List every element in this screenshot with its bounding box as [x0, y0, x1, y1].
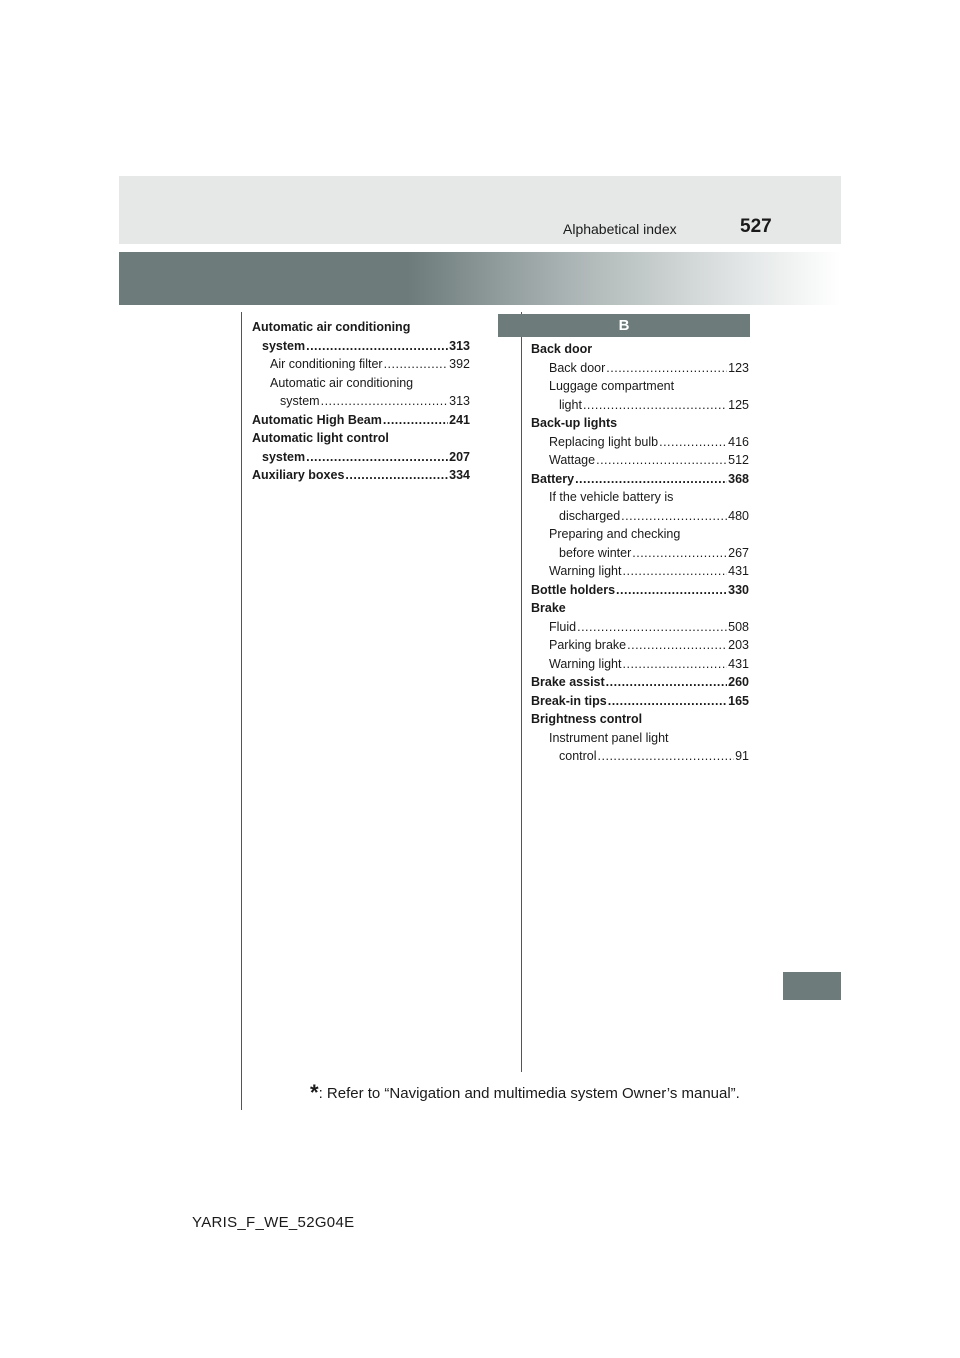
index-entry-text: Wattage	[549, 453, 596, 467]
index-entry-page: 431	[728, 564, 749, 578]
section-letter-bar: B	[498, 314, 750, 337]
index-entry-page: 125	[728, 397, 749, 412]
index-entry-page: 91	[735, 749, 749, 763]
dot-leader	[606, 673, 727, 692]
dot-leader	[632, 544, 727, 563]
index-entry-text: discharged	[559, 508, 621, 523]
dot-leader	[606, 359, 727, 378]
index-entry-text: Battery	[531, 471, 575, 486]
dot-leader	[623, 562, 728, 581]
index-entry	[531, 396, 749, 415]
index-entry	[531, 747, 749, 766]
index-entry-page: 165	[728, 693, 749, 708]
index-entry-text: system	[262, 449, 306, 464]
dot-leader	[306, 337, 448, 356]
index-entry	[531, 673, 749, 692]
index-entry-page: 512	[728, 453, 749, 467]
index-entry-text: Brightness control	[531, 712, 643, 726]
index-entry	[531, 544, 749, 563]
dot-leader	[621, 507, 727, 526]
index-entry-text: Automatic air conditioning	[270, 375, 414, 390]
index-entry	[531, 507, 749, 526]
dot-leader	[616, 581, 727, 600]
index-entry-text: Brake assist	[531, 675, 605, 689]
dot-leader	[659, 433, 727, 452]
index-entry-text: Replacing light bulb	[549, 434, 659, 449]
index-entry-page: 334	[449, 468, 470, 482]
index-entry	[531, 562, 749, 581]
chapter-side-tab	[783, 972, 841, 1000]
dot-leader	[345, 466, 448, 485]
header-band	[119, 176, 841, 244]
footnote	[310, 1080, 740, 1106]
index-entry	[531, 581, 749, 600]
index-entry-text: Warning light	[549, 564, 622, 578]
index-entry-page: 267	[728, 545, 749, 560]
index-entry	[252, 337, 470, 356]
index-entry	[252, 392, 470, 411]
dot-leader	[575, 470, 727, 489]
dot-leader	[384, 355, 449, 374]
gradient-bar	[119, 252, 841, 305]
index-entry-text: Parking brake	[549, 638, 627, 652]
index-entry-text: control	[559, 749, 597, 763]
index-entry-page: 260	[728, 675, 749, 689]
index-entry	[531, 618, 749, 637]
index-column-right	[531, 340, 749, 766]
index-entry-text: Back door	[549, 360, 606, 375]
left-column-rule	[241, 312, 242, 1110]
dot-leader	[627, 636, 727, 655]
index-entry-text: If the vehicle battery is	[549, 490, 674, 504]
index-entry	[531, 414, 749, 433]
index-entry-text: Instrument panel light	[549, 730, 669, 745]
index-entry-page: 313	[449, 338, 470, 353]
index-entry	[252, 411, 470, 430]
index-entry-text: Back-up lights	[531, 416, 618, 430]
index-entry-page: 480	[728, 508, 749, 523]
index-entry	[531, 692, 749, 711]
index-entry-text: Auxiliary boxes	[252, 468, 345, 482]
index-entry-page: 392	[449, 357, 470, 371]
index-entry	[531, 599, 749, 618]
index-entry	[531, 433, 749, 452]
middle-column-rule	[521, 312, 522, 1072]
index-entry-text: Warning light	[549, 656, 622, 671]
index-entry-text: Luggage compartment	[549, 379, 675, 393]
index-entry-text: Air conditioning filter	[270, 357, 383, 371]
index-entry-page: 241	[449, 412, 470, 427]
section-title: Alphabetical index	[563, 221, 677, 237]
index-entry-text: Automatic air conditioning	[252, 320, 411, 334]
index-entry	[531, 359, 749, 378]
index-entry-text: system	[262, 338, 306, 353]
index-entry-page: 203	[728, 638, 749, 652]
index-entry-page: 123	[728, 360, 749, 375]
index-entry-text: system	[280, 394, 320, 408]
index-entry-page: 431	[728, 656, 749, 671]
index-entry	[252, 448, 470, 467]
index-entry-text: light	[559, 397, 582, 412]
index-entry-text: Preparing and checking	[549, 527, 681, 541]
index-entry-text: Automatic light control	[252, 431, 389, 445]
dot-leader	[598, 747, 735, 766]
index-entry	[531, 488, 749, 507]
index-entry	[252, 374, 470, 393]
index-entry	[252, 355, 470, 374]
dot-leader	[623, 655, 728, 674]
index-entry-text: Back door	[531, 342, 593, 356]
index-entry	[531, 377, 749, 396]
index-entry-page: 416	[728, 434, 749, 449]
index-entry	[531, 655, 749, 674]
page-number: 527	[740, 216, 772, 237]
index-entry-page: 508	[728, 619, 749, 634]
dot-leader	[383, 411, 448, 430]
dot-leader	[577, 618, 727, 637]
index-entry-page: 207	[449, 449, 470, 464]
index-entry	[531, 451, 749, 470]
index-entry-text: Bottle holders	[531, 582, 616, 597]
index-entry	[531, 729, 749, 748]
index-entry-page: 313	[449, 394, 470, 408]
dot-leader	[583, 396, 727, 415]
dot-leader	[608, 692, 727, 711]
index-entry-text: Automatic High Beam	[252, 412, 382, 427]
footnote-text: : Refer to “Navigation and multimedia system Owner’s manual”.	[318, 1085, 740, 1102]
dot-leader	[596, 451, 727, 470]
index-entry	[252, 318, 470, 337]
dot-leader	[306, 448, 448, 467]
index-column-left	[252, 318, 470, 485]
index-entry	[531, 636, 749, 655]
index-entry-text: before winter	[559, 545, 632, 560]
index-entry	[531, 470, 749, 489]
index-entry-text: Fluid	[549, 619, 577, 634]
index-entry-text: Brake	[531, 601, 566, 615]
index-entry	[252, 429, 470, 448]
dot-leader	[321, 392, 449, 411]
index-entry	[531, 340, 749, 359]
index-entry	[531, 710, 749, 729]
index-entry	[531, 525, 749, 544]
index-entry	[252, 466, 470, 485]
footnote-marker: *	[310, 1080, 319, 1105]
index-entry-page: 368	[728, 471, 749, 486]
document-code: YARIS_F_WE_52G04E	[192, 1214, 355, 1231]
index-entry-text: Break-in tips	[531, 693, 607, 708]
index-entry-page: 330	[728, 582, 749, 597]
